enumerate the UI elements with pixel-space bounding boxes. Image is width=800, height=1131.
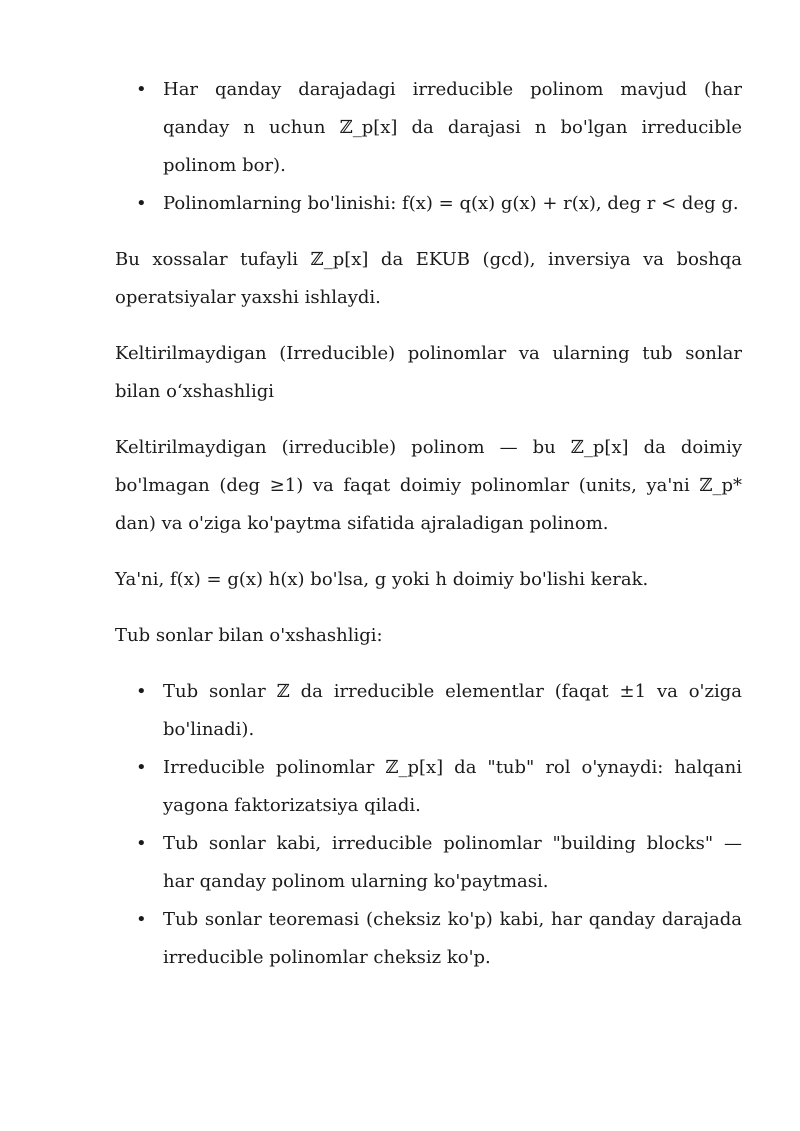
list-item <box>115 749 742 825</box>
paragraph-properties-summary: Bu xossalar tufayli ℤ_p[x] da EKUB (gcd), inversiya va boshqa operatsiyalar yaxshi ishlaydi. <box>115 249 742 308</box>
list-item-text: Polinomlarning bo'linishi: f(x) = q(x) g(x) + r(x), deg r < deg g. <box>163 193 739 214</box>
analogy-list <box>115 673 742 977</box>
list-item <box>115 901 742 977</box>
paragraph-definition: Keltirilmaydigan (irreducible) polinom — bu ℤ_p[x] da doimiy bo'lmagan (deg ≥1) va faqat doimiy polinomlar (units, ya'ni ℤ_p* dan) va o'ziga ko'paytma sifatida ajraladigan polinom. <box>115 437 742 534</box>
list-item-text: Tub sonlar ℤ da irreducible elementlar (faqat ±1 va o'ziga bo'linadi). <box>163 681 742 740</box>
properties-list <box>115 71 742 223</box>
list-item-text: Har qanday darajadagi irreducible polinom mavjud (har qanday n uchun ℤ_p[x] da darajasi n bo'lgan irreducible polinom bor). <box>163 79 742 176</box>
bullet-icon: • <box>136 193 147 214</box>
list-item-text: Tub sonlar teoremasi (cheksiz ko'p) kabi, har qanday darajada irreducible polinomlar cheksiz ko'p. <box>163 909 742 968</box>
document-page <box>115 71 742 977</box>
bullet-icon: • <box>136 757 147 778</box>
bullet-icon: • <box>136 833 147 854</box>
list-item <box>115 71 742 185</box>
paragraph-analogy-intro: Tub sonlar bilan o'xshashligi: <box>115 625 383 646</box>
list-item-text: Tub sonlar kabi, irreducible polinomlar "building blocks" — har qanday polinom ularning ko'paytmasi. <box>163 833 742 892</box>
list-item <box>115 673 742 749</box>
paragraph-meaning: Ya'ni, f(x) = g(x) h(x) bo'lsa, g yoki h doimiy bo'lishi kerak. <box>115 569 649 590</box>
list-item <box>115 185 742 223</box>
bullet-icon: • <box>136 79 147 100</box>
list-item-text: Irreducible polinomlar ℤ_p[x] da "tub" rol o'ynaydi: halqani yagona faktorizatsiya qiladi. <box>163 757 742 816</box>
bullet-icon: • <box>136 681 147 702</box>
section-heading: Keltirilmaydigan (Irreducible) polinomlar va ularning tub sonlar bilan o‘xshashligi <box>115 343 742 402</box>
list-item <box>115 825 742 901</box>
bullet-icon: • <box>136 909 147 930</box>
